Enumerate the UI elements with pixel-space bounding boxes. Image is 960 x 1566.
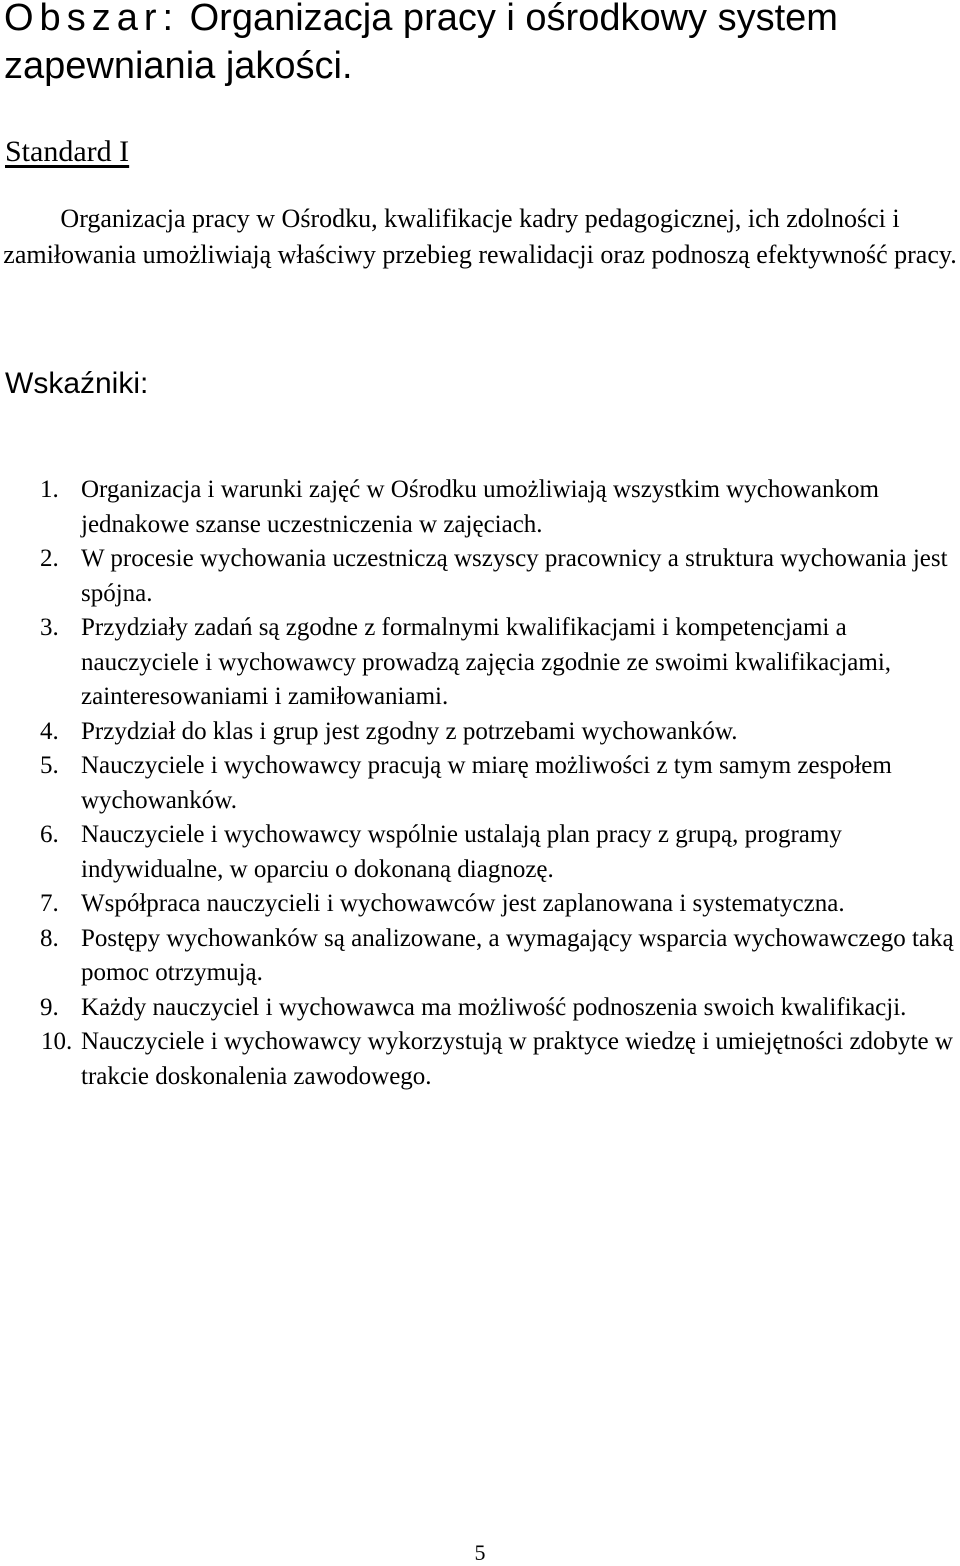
indicator-number: 5. [40, 752, 59, 779]
indicator-text: Nauczyciele i wychowawcy pracują w miarę możliwości z tym samym zespołem wychowanków. [81, 752, 892, 814]
indicator-item [0, 749, 960, 818]
indicator-text: Przydziały zadań są zgodne z formalnymi kwalifikacjami i kompetencjami a nauczyciele i wychowawcy prowadzą zajęcia zgodnie ze swoimi kwalifikacjami, zainteresowaniami i zamiłowaniami. [81, 614, 892, 710]
indicator-item [0, 542, 960, 611]
area-label: Obszar: [4, 0, 180, 39]
indicator-item [0, 611, 960, 715]
indicator-number: 7. [40, 890, 59, 917]
indicator-number: 10. [41, 1028, 73, 1055]
indicator-number: 6. [40, 821, 59, 848]
indicators-heading: Wskaźniki: [5, 367, 149, 400]
indicator-item [0, 887, 960, 922]
indicators-list [0, 473, 960, 1094]
indicator-number: 9. [40, 993, 59, 1021]
page-number: 5 [474, 1540, 486, 1565]
indicator-text: W procesie wychowania uczestniczą wszyscy pracownicy a struktura wychowania jest spójna. [81, 545, 948, 607]
indicator-item [0, 991, 960, 1026]
indicator-number: 2. [40, 545, 59, 572]
indicator-text: Każdy nauczyciel i wychowawca ma możliwość podnoszenia swoich kwalifikacji. [81, 993, 907, 1021]
standard-text: Organizacja pracy w Ośrodku, kwalifikacje kadry pedagogicznej, ich zdolności i zamiłowania umożliwiają właściwy przebieg rewalidacji oraz podnoszą efektywność pracy. [3, 204, 957, 269]
indicator-text: Współpraca nauczycieli i wychowawców jest zaplanowana i systematyczna. [81, 890, 845, 917]
area-title-text: Organizacja pracy i ośrodkowy system zapewniania jakości. [4, 0, 838, 87]
indicator-text: Nauczyciele i wychowawcy wykorzystują w praktyce wiedzę i umiejętności zdobyte w trakcie doskonalenia zawodowego. [81, 1028, 953, 1090]
indicator-item [0, 922, 960, 991]
indicator-text: Nauczyciele i wychowawcy wspólnie ustalają plan pracy z grupą, programy indywidualne, w oparciu o dokonaną diagnozę. [81, 821, 842, 883]
indicator-item [0, 1025, 960, 1094]
indicator-number: 8. [40, 924, 59, 952]
indicator-item [0, 818, 960, 887]
indicator-number: 4. [40, 717, 59, 745]
indicator-text: Organizacja i warunki zajęć w Ośrodku umożliwiają wszystkim wychowankom jednakowe szanse uczestniczenia w zajęciach. [81, 476, 879, 538]
indicator-item [0, 473, 960, 542]
indicator-text: Postępy wychowanków są analizowane, a wymagający wsparcia wychowawczego taką pomoc otrzymują. [81, 924, 954, 986]
indicator-number: 3. [40, 614, 59, 641]
indicator-text: Przydział do klas i grup jest zgodny z potrzebami wychowanków. [81, 717, 738, 745]
indicator-item [0, 715, 960, 750]
standard-heading: Standard I [5, 135, 130, 168]
indicator-number: 1. [40, 476, 59, 503]
area-title [4, 0, 954, 90]
